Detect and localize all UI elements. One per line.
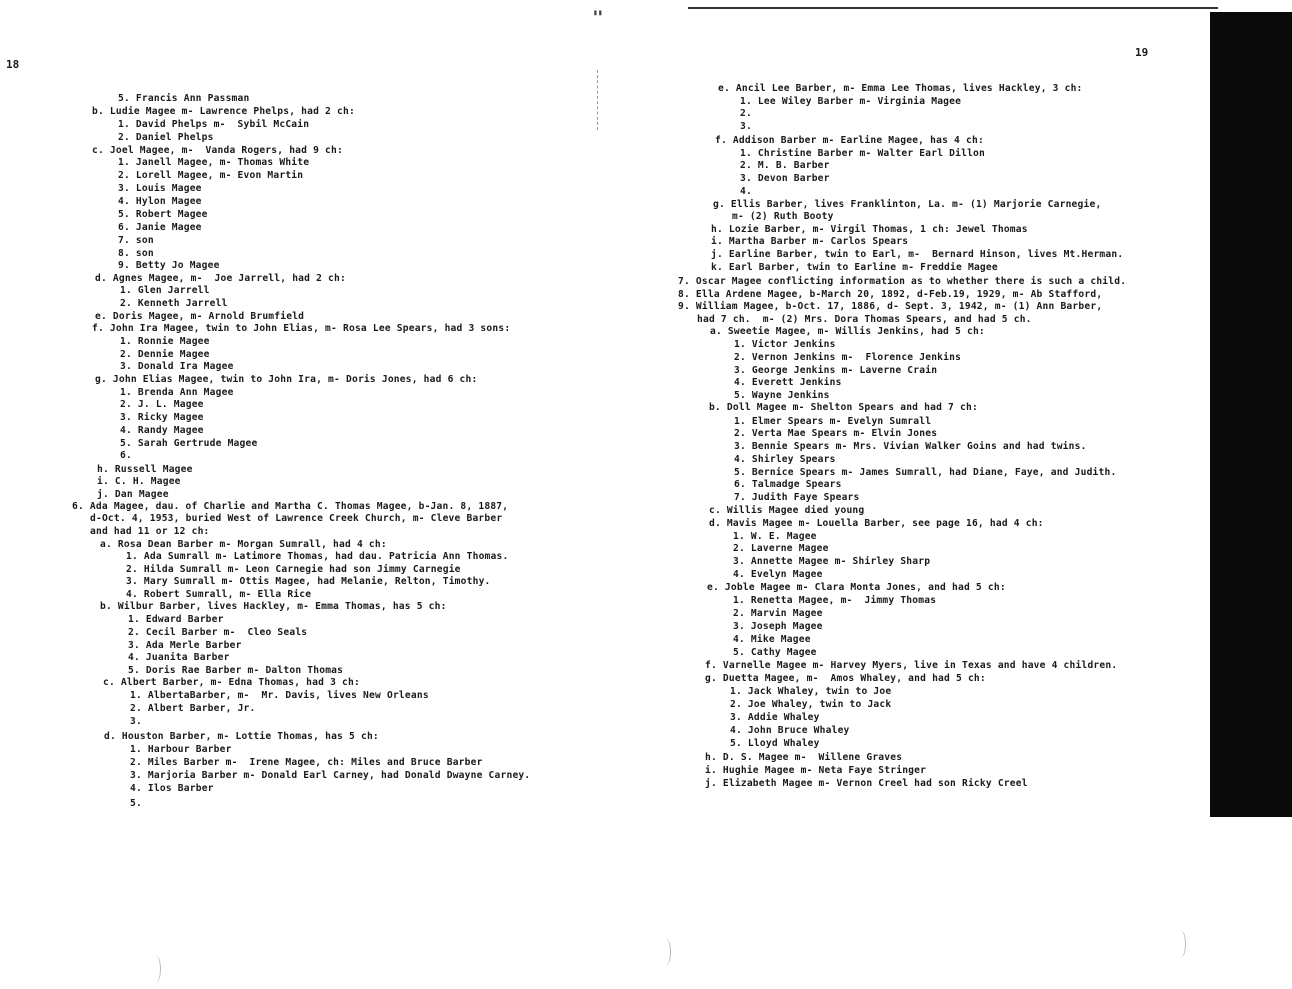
left-page-line: 3. Louis Magee [118, 183, 202, 194]
right-page-line: 6. Talmadge Spears [734, 479, 842, 490]
right-page-line: i. Martha Barber m- Carlos Spears [711, 236, 909, 247]
left-page-line: 1. Glen Jarrell [120, 285, 210, 296]
left-page-line: 8. son [118, 248, 154, 259]
right-page-line: g. Duetta Magee, m- Amos Whaley, and had 5 ch: [705, 673, 986, 684]
left-page-line: 2. Miles Barber m- Irene Magee, ch: Miles and Bruce Barber [130, 757, 483, 768]
left-page-line: 3. [130, 716, 142, 727]
left-page-line: c. Joel Magee, m- Vanda Rogers, had 9 ch: [92, 145, 343, 156]
left-page-line: 4. Juanita Barber [128, 652, 230, 663]
right-page-line: 1. Elmer Spears m- Evelyn Sumrall [734, 416, 932, 427]
left-page-line: 1. Ronnie Magee [120, 336, 210, 347]
right-page-line: 1. Christine Barber m- Walter Earl Dillon [740, 148, 986, 159]
right-page-line: 7. Judith Faye Spears [734, 492, 860, 503]
left-page-line: and had 11 or 12 ch: [90, 526, 210, 537]
left-page-line: 3. Ricky Magee [120, 412, 204, 423]
left-page-line: 5. Doris Rae Barber m- Dalton Thomas [128, 665, 344, 676]
left-page-line: 1. David Phelps m- Sybil McCain [118, 119, 310, 130]
left-page-line: 4. Ilos Barber [130, 783, 214, 794]
right-page-line: 3. George Jenkins m- Laverne Crain [734, 365, 938, 376]
left-page-line: 6. [120, 450, 132, 461]
right-page [645, 0, 1292, 989]
left-page-line: d. Houston Barber, m- Lottie Thomas, has 5 ch: [104, 731, 379, 742]
left-page-line: 1. Ada Sumrall m- Latimore Thomas, had dau. Patricia Ann Thomas. [126, 551, 509, 562]
right-page-line: 2. [740, 108, 752, 119]
right-page-line: 5. Wayne Jenkins [734, 390, 830, 401]
left-page-line: 3. Ada Merle Barber [128, 640, 242, 651]
right-page-line: 2. M. B. Barber [740, 160, 830, 171]
right-page-line: 1. Lee Wiley Barber m- Virginia Magee [740, 96, 962, 107]
right-page-line: 3. Devon Barber [740, 173, 830, 184]
left-page-line: 2. Dennie Magee [120, 349, 210, 360]
left-page-line: 1. Harbour Barber [130, 744, 232, 755]
left-page-line: j. Dan Magee [97, 489, 169, 500]
left-page-line: 1. AlbertaBarber, m- Mr. Davis, lives New Orleans [130, 690, 429, 701]
left-page-line: 1. Edward Barber [128, 614, 224, 625]
right-page-line: 4. Evelyn Magee [733, 569, 823, 580]
right-page-line: 3. [740, 121, 752, 132]
left-page-line: c. Albert Barber, m- Edna Thomas, had 3 ch: [103, 677, 360, 688]
right-page-line: 7. Oscar Magee conflicting information as to whether there is such a child. [678, 276, 1127, 287]
left-page-line: 2. Albert Barber, Jr. [130, 703, 256, 714]
right-page-line: 2. Laverne Magee [733, 543, 829, 554]
left-page-line: 9. Betty Jo Magee [118, 260, 220, 271]
right-page-number: 19 [1135, 46, 1149, 59]
right-page-line: 2. Verta Mae Spears m- Elvin Jones [734, 428, 938, 439]
right-page-line: 5. Bernice Spears m- James Sumrall, had Diane, Faye, and Judith. [734, 467, 1117, 478]
left-page-line: b. Wilbur Barber, lives Hackley, m- Emma Thomas, has 5 ch: [100, 601, 447, 612]
left-page-line: 4. Hylon Magee [118, 196, 202, 207]
left-page-line: h. Russell Magee [97, 464, 193, 475]
right-page-line: 1. Jack Whaley, twin to Joe [730, 686, 892, 697]
right-page-line: 5. Lloyd Whaley [730, 738, 820, 749]
right-page-line: 4. Shirley Spears [734, 454, 836, 465]
left-page-line: 5. [130, 798, 142, 809]
left-page-line: a. Rosa Dean Barber m- Morgan Sumrall, had 4 ch: [100, 539, 387, 550]
right-page-line: i. Hughie Magee m- Neta Faye Stringer [705, 765, 927, 776]
left-page-line: 5. Robert Magee [118, 209, 208, 220]
right-page-line: d. Mavis Magee m- Louella Barber, see page 16, had 4 ch: [709, 518, 1044, 529]
left-page-line: 2. Daniel Phelps [118, 132, 214, 143]
right-page-line: a. Sweetie Magee, m- Willis Jenkins, had 5 ch: [710, 326, 985, 337]
right-page-line: 2. Vernon Jenkins m- Florence Jenkins [734, 352, 962, 363]
left-page-line: d-Oct. 4, 1953, buried West of Lawrence Creek Church, m- Cleve Barber [90, 513, 503, 524]
left-page-line: 4. Robert Sumrall, m- Ella Rice [126, 589, 312, 600]
gutter-mark: ▮▮ [593, 8, 603, 17]
right-page-line: m- (2) Ruth Booty [732, 211, 834, 222]
left-page-line: 3. Mary Sumrall m- Ottis Magee, had Melanie, Relton, Timothy. [126, 576, 491, 587]
right-page-line: 1. Victor Jenkins [734, 339, 836, 350]
left-page-line: 5. Francis Ann Passman [118, 93, 250, 104]
right-page-line: 4. John Bruce Whaley [730, 725, 850, 736]
left-page-line: d. Agnes Magee, m- Joe Jarrell, had 2 ch: [95, 273, 346, 284]
left-page-line: 5. Sarah Gertrude Magee [120, 438, 258, 449]
left-page-line: 6. Janie Magee [118, 222, 202, 233]
left-page-line: 4. Randy Magee [120, 425, 204, 436]
left-page-line: 3. Marjoria Barber m- Donald Earl Carney, had Donald Dwayne Carney. [130, 770, 531, 781]
right-page-line: e. Ancil Lee Barber, m- Emma Lee Thomas, lives Hackley, 3 ch: [718, 83, 1083, 94]
left-page-line: 2. Hilda Sumrall m- Leon Carnegie had son Jimmy Carnegie [126, 564, 461, 575]
right-page-line: 4. Mike Magee [733, 634, 811, 645]
right-page-line: f. Addison Barber m- Earline Magee, has 4 ch: [715, 135, 984, 146]
left-page-line: 2. Lorell Magee, m- Evon Martin [118, 170, 304, 181]
right-page-line: 2. Joe Whaley, twin to Jack [730, 699, 892, 710]
left-page-line: e. Doris Magee, m- Arnold Brumfield [95, 311, 305, 322]
scan-mark-left [150, 955, 161, 983]
right-page-line: b. Doll Magee m- Shelton Spears and had 7 ch: [709, 402, 978, 413]
left-page-line: 2. Cecil Barber m- Cleo Seals [128, 627, 308, 638]
right-page-line: k. Earl Barber, twin to Earline m- Freddie Magee [711, 262, 998, 273]
right-page-line: g. Ellis Barber, lives Franklinton, La. m- (1) Marjorie Carnegie, [713, 199, 1102, 210]
scan-mark-center [660, 938, 671, 966]
right-page-line: j. Earline Barber, twin to Earl, m- Bernard Hinson, lives Mt.Herman. [711, 249, 1124, 260]
left-page-line: 1. Janell Magee, m- Thomas White [118, 157, 310, 168]
left-page-line: 2. Kenneth Jarrell [120, 298, 228, 309]
left-page-line: 7. son [118, 235, 154, 246]
left-page-line: i. C. H. Magee [97, 476, 181, 487]
right-page-line: 9. William Magee, b-Oct. 17, 1886, d- Sept. 3, 1942, m- (1) Ann Barber, [678, 301, 1103, 312]
right-page-line: 4. Everett Jenkins [734, 377, 842, 388]
right-page-line: 8. Ella Ardene Magee, b-March 20, 1892, d-Feb.19, 1929, m- Ab Stafford, [678, 289, 1103, 300]
right-page-line: had 7 ch. m- (2) Mrs. Dora Thomas Spears, and had 5 ch. [697, 314, 1032, 325]
right-page-line: 1. W. E. Magee [733, 531, 817, 542]
right-page-line: 1. Renetta Magee, m- Jimmy Thomas [733, 595, 937, 606]
right-page-line: 3. Bennie Spears m- Mrs. Vivian Walker Goins and had twins. [734, 441, 1087, 452]
right-page-line: 4. [740, 186, 752, 197]
right-page-line: h. Lozie Barber, m- Virgil Thomas, 1 ch: Jewel Thomas [711, 224, 1028, 235]
left-page-line: b. Ludie Magee m- Lawrence Phelps, had 2 ch: [92, 106, 355, 117]
left-page-line: 3. Donald Ira Magee [120, 361, 234, 372]
left-page-line: f. John Ira Magee, twin to John Elias, m- Rosa Lee Spears, had 3 sons: [92, 323, 511, 334]
left-page-number: 18 [6, 58, 20, 71]
right-page-line: h. D. S. Magee m- Willene Graves [705, 752, 903, 763]
right-page-line: 3. Annette Magee m- Shirley Sharp [733, 556, 931, 567]
gutter-dash [597, 70, 599, 130]
right-page-line: f. Varnelle Magee m- Harvey Myers, live in Texas and have 4 children. [705, 660, 1118, 671]
right-page-line: 2. Marvin Magee [733, 608, 823, 619]
left-page-line: 2. J. L. Magee [120, 399, 204, 410]
left-page-line: 6. Ada Magee, dau. of Charlie and Martha C. Thomas Magee, b-Jan. 8, 1887, [72, 501, 509, 512]
right-page-line: 3. Joseph Magee [733, 621, 823, 632]
right-page-line: 5. Cathy Magee [733, 647, 817, 658]
right-page-line: c. Willis Magee died young [709, 505, 865, 516]
scan-mark-right [1175, 930, 1186, 958]
left-page-line: 1. Brenda Ann Magee [120, 387, 234, 398]
left-page [0, 0, 645, 989]
left-page-line: g. John Elias Magee, twin to John Ira, m- Doris Jones, had 6 ch: [95, 374, 478, 385]
right-page-line: e. Joble Magee m- Clara Monta Jones, and had 5 ch: [707, 582, 1006, 593]
right-page-line: 3. Addie Whaley [730, 712, 820, 723]
right-page-line: j. Elizabeth Magee m- Vernon Creel had son Ricky Creel [705, 778, 1028, 789]
